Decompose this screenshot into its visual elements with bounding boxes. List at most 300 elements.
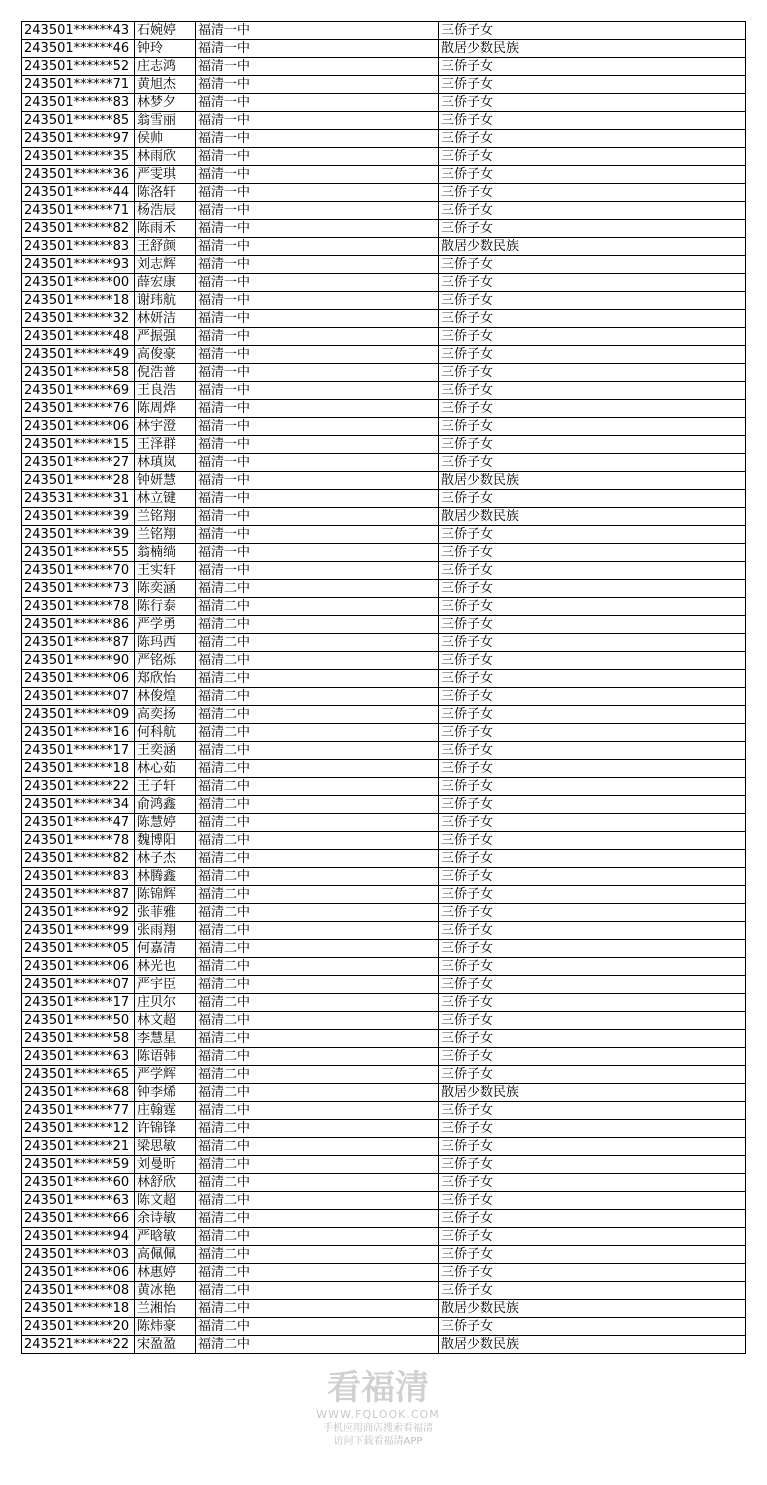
school-cell: 福清二中 bbox=[196, 1318, 439, 1336]
table-row bbox=[22, 310, 746, 328]
school-cell: 福清二中 bbox=[196, 1120, 439, 1138]
category-cell: 散居少数民族 bbox=[439, 1300, 746, 1318]
school-cell: 福清二中 bbox=[196, 580, 439, 598]
category-cell: 三侨子女 bbox=[439, 634, 746, 652]
table-row bbox=[22, 940, 746, 958]
school-cell: 福清二中 bbox=[196, 742, 439, 760]
id-cell: 243501******71 bbox=[22, 202, 135, 220]
id-cell: 243501******08 bbox=[22, 1282, 135, 1300]
id-cell: 243501******59 bbox=[22, 1156, 135, 1174]
category-cell: 三侨子女 bbox=[439, 544, 746, 562]
watermark-brand: 看福清 bbox=[327, 1368, 429, 1408]
school-cell: 福清二中 bbox=[196, 598, 439, 616]
table-row bbox=[22, 598, 746, 616]
school-cell: 福清二中 bbox=[196, 1084, 439, 1102]
table-row bbox=[22, 742, 746, 760]
table-row bbox=[22, 1048, 746, 1066]
id-cell: 243501******52 bbox=[22, 58, 135, 76]
table-row bbox=[22, 634, 746, 652]
school-cell: 福清一中 bbox=[196, 94, 439, 112]
school-cell: 福清二中 bbox=[196, 1228, 439, 1246]
school-cell: 福清一中 bbox=[196, 508, 439, 526]
table-row bbox=[22, 58, 746, 76]
id-cell: 243501******69 bbox=[22, 382, 135, 400]
category-cell: 三侨子女 bbox=[439, 112, 746, 130]
school-cell: 福清一中 bbox=[196, 562, 439, 580]
name-cell: 兰铭翔 bbox=[135, 508, 196, 526]
id-cell: 243501******44 bbox=[22, 184, 135, 202]
school-cell: 福清一中 bbox=[196, 166, 439, 184]
table-row bbox=[22, 616, 746, 634]
school-cell: 福清一中 bbox=[196, 490, 439, 508]
school-cell: 福清一中 bbox=[196, 40, 439, 58]
id-cell: 243501******82 bbox=[22, 850, 135, 868]
id-cell: 243501******32 bbox=[22, 310, 135, 328]
school-cell: 福清二中 bbox=[196, 1066, 439, 1084]
watermark-url: WWW.FQLOOK.COM bbox=[316, 1408, 440, 1421]
name-cell: 陈文超 bbox=[135, 1192, 196, 1210]
school-cell: 福清二中 bbox=[196, 1012, 439, 1030]
category-cell: 三侨子女 bbox=[439, 1282, 746, 1300]
name-cell: 陈洛轩 bbox=[135, 184, 196, 202]
id-cell: 243501******58 bbox=[22, 364, 135, 382]
school-cell: 福清一中 bbox=[196, 274, 439, 292]
table-row bbox=[22, 526, 746, 544]
name-cell: 林子杰 bbox=[135, 850, 196, 868]
name-cell: 陈雨禾 bbox=[135, 220, 196, 238]
id-cell: 243501******68 bbox=[22, 1084, 135, 1102]
school-cell: 福清一中 bbox=[196, 238, 439, 256]
id-cell: 243501******63 bbox=[22, 1192, 135, 1210]
table-row bbox=[22, 1012, 746, 1030]
category-cell: 散居少数民族 bbox=[439, 40, 746, 58]
school-cell: 福清一中 bbox=[196, 58, 439, 76]
name-cell: 王良浩 bbox=[135, 382, 196, 400]
name-cell: 林舒欣 bbox=[135, 1174, 196, 1192]
name-cell: 魏博阳 bbox=[135, 832, 196, 850]
table-row bbox=[22, 436, 746, 454]
category-cell: 三侨子女 bbox=[439, 1174, 746, 1192]
category-cell: 三侨子女 bbox=[439, 148, 746, 166]
id-cell: 243501******99 bbox=[22, 922, 135, 940]
school-cell: 福清二中 bbox=[196, 886, 439, 904]
id-cell: 243501******48 bbox=[22, 328, 135, 346]
category-cell: 三侨子女 bbox=[439, 166, 746, 184]
category-cell: 三侨子女 bbox=[439, 490, 746, 508]
id-cell: 243501******83 bbox=[22, 238, 135, 256]
table-row bbox=[22, 40, 746, 58]
category-cell: 三侨子女 bbox=[439, 562, 746, 580]
category-cell: 三侨子女 bbox=[439, 1228, 746, 1246]
category-cell: 三侨子女 bbox=[439, 1066, 746, 1084]
watermark-line-1: 手机应用商店搜索看福清 bbox=[323, 1423, 433, 1434]
name-cell: 陈语韩 bbox=[135, 1048, 196, 1066]
id-cell: 243501******58 bbox=[22, 1030, 135, 1048]
category-cell: 三侨子女 bbox=[439, 1102, 746, 1120]
name-cell: 林瑱岚 bbox=[135, 454, 196, 472]
category-cell: 三侨子女 bbox=[439, 1120, 746, 1138]
category-cell: 三侨子女 bbox=[439, 814, 746, 832]
table-row bbox=[22, 1282, 746, 1300]
id-cell: 243501******43 bbox=[22, 22, 135, 40]
id-cell: 243501******36 bbox=[22, 166, 135, 184]
category-cell: 三侨子女 bbox=[439, 670, 746, 688]
school-cell: 福清二中 bbox=[196, 994, 439, 1012]
id-cell: 243501******66 bbox=[22, 1210, 135, 1228]
school-cell: 福清一中 bbox=[196, 310, 439, 328]
name-cell: 谢玮航 bbox=[135, 292, 196, 310]
name-cell: 李慧星 bbox=[135, 1030, 196, 1048]
table-row bbox=[22, 1228, 746, 1246]
name-cell: 兰铭翔 bbox=[135, 526, 196, 544]
name-cell: 王奕涵 bbox=[135, 742, 196, 760]
id-cell: 243501******20 bbox=[22, 1318, 135, 1336]
school-cell: 福清一中 bbox=[196, 346, 439, 364]
table-row bbox=[22, 796, 746, 814]
category-cell: 三侨子女 bbox=[439, 688, 746, 706]
name-cell: 陈炜豪 bbox=[135, 1318, 196, 1336]
school-cell: 福清二中 bbox=[196, 1282, 439, 1300]
id-cell: 243501******63 bbox=[22, 1048, 135, 1066]
id-cell: 243501******15 bbox=[22, 436, 135, 454]
name-cell: 黄旭杰 bbox=[135, 76, 196, 94]
name-cell: 翁楠绱 bbox=[135, 544, 196, 562]
name-cell: 庄贝尔 bbox=[135, 994, 196, 1012]
id-cell: 243501******05 bbox=[22, 940, 135, 958]
id-cell: 243501******28 bbox=[22, 472, 135, 490]
id-cell: 243521******22 bbox=[22, 1336, 135, 1354]
table-row bbox=[22, 1084, 746, 1102]
school-cell: 福清二中 bbox=[196, 1048, 439, 1066]
id-cell: 243501******94 bbox=[22, 1228, 135, 1246]
school-cell: 福清一中 bbox=[196, 544, 439, 562]
table-row bbox=[22, 670, 746, 688]
id-cell: 243501******03 bbox=[22, 1246, 135, 1264]
table-row bbox=[22, 1066, 746, 1084]
id-cell: 243501******18 bbox=[22, 292, 135, 310]
school-cell: 福清二中 bbox=[196, 1156, 439, 1174]
table-row bbox=[22, 652, 746, 670]
name-cell: 林俊煌 bbox=[135, 688, 196, 706]
category-cell: 三侨子女 bbox=[439, 76, 746, 94]
name-cell: 杨浩辰 bbox=[135, 202, 196, 220]
id-cell: 243501******46 bbox=[22, 40, 135, 58]
category-cell: 三侨子女 bbox=[439, 778, 746, 796]
id-cell: 243501******12 bbox=[22, 1120, 135, 1138]
name-cell: 林光也 bbox=[135, 958, 196, 976]
table-row bbox=[22, 1120, 746, 1138]
id-cell: 243501******97 bbox=[22, 130, 135, 148]
school-cell: 福清二中 bbox=[196, 1102, 439, 1120]
category-cell: 三侨子女 bbox=[439, 958, 746, 976]
school-cell: 福清二中 bbox=[196, 670, 439, 688]
name-cell: 薛宏康 bbox=[135, 274, 196, 292]
id-cell: 243501******39 bbox=[22, 526, 135, 544]
category-cell: 三侨子女 bbox=[439, 328, 746, 346]
name-cell: 林惠婷 bbox=[135, 1264, 196, 1282]
category-cell: 三侨子女 bbox=[439, 436, 746, 454]
name-cell: 黄冰艳 bbox=[135, 1282, 196, 1300]
table-row bbox=[22, 238, 746, 256]
table-row bbox=[22, 76, 746, 94]
table-row bbox=[22, 994, 746, 1012]
school-cell: 福清一中 bbox=[196, 148, 439, 166]
category-cell: 三侨子女 bbox=[439, 220, 746, 238]
id-cell: 243501******07 bbox=[22, 976, 135, 994]
name-cell: 余诗敏 bbox=[135, 1210, 196, 1228]
table-row bbox=[22, 778, 746, 796]
category-cell: 散居少数民族 bbox=[439, 508, 746, 526]
category-cell: 三侨子女 bbox=[439, 202, 746, 220]
school-cell: 福清二中 bbox=[196, 616, 439, 634]
category-cell: 三侨子女 bbox=[439, 832, 746, 850]
category-cell: 三侨子女 bbox=[439, 1048, 746, 1066]
table-row bbox=[22, 1210, 746, 1228]
table-row bbox=[22, 1246, 746, 1264]
id-cell: 243501******16 bbox=[22, 724, 135, 742]
category-cell: 三侨子女 bbox=[439, 22, 746, 40]
category-cell: 三侨子女 bbox=[439, 364, 746, 382]
id-cell: 243501******71 bbox=[22, 76, 135, 94]
table-row bbox=[22, 508, 746, 526]
id-cell: 243501******09 bbox=[22, 706, 135, 724]
category-cell: 三侨子女 bbox=[439, 1264, 746, 1282]
school-cell: 福清二中 bbox=[196, 958, 439, 976]
name-cell: 高俊豪 bbox=[135, 346, 196, 364]
name-cell: 王实轩 bbox=[135, 562, 196, 580]
name-cell: 王舒颜 bbox=[135, 238, 196, 256]
name-cell: 何科航 bbox=[135, 724, 196, 742]
table-row bbox=[22, 112, 746, 130]
category-cell: 三侨子女 bbox=[439, 1192, 746, 1210]
category-cell: 三侨子女 bbox=[439, 184, 746, 202]
category-cell: 三侨子女 bbox=[439, 976, 746, 994]
school-cell: 福清二中 bbox=[196, 868, 439, 886]
school-cell: 福清二中 bbox=[196, 760, 439, 778]
id-cell: 243501******17 bbox=[22, 742, 135, 760]
category-cell: 三侨子女 bbox=[439, 1156, 746, 1174]
name-cell: 林腾鑫 bbox=[135, 868, 196, 886]
id-cell: 243501******83 bbox=[22, 868, 135, 886]
category-cell: 三侨子女 bbox=[439, 886, 746, 904]
id-cell: 243501******00 bbox=[22, 274, 135, 292]
table-row bbox=[22, 1264, 746, 1282]
school-cell: 福清二中 bbox=[196, 922, 439, 940]
id-cell: 243501******92 bbox=[22, 904, 135, 922]
id-cell: 243501******90 bbox=[22, 652, 135, 670]
school-cell: 福清一中 bbox=[196, 22, 439, 40]
table-row bbox=[22, 400, 746, 418]
table-row bbox=[22, 1030, 746, 1048]
id-cell: 243501******06 bbox=[22, 670, 135, 688]
id-cell: 243501******39 bbox=[22, 508, 135, 526]
id-cell: 243501******18 bbox=[22, 1300, 135, 1318]
name-cell: 张雨翔 bbox=[135, 922, 196, 940]
table-row bbox=[22, 1192, 746, 1210]
category-cell: 三侨子女 bbox=[439, 742, 746, 760]
name-cell: 倪浩普 bbox=[135, 364, 196, 382]
category-cell: 三侨子女 bbox=[439, 1012, 746, 1030]
id-cell: 243501******87 bbox=[22, 634, 135, 652]
table-row bbox=[22, 1174, 746, 1192]
school-cell: 福清二中 bbox=[196, 634, 439, 652]
id-cell: 243501******18 bbox=[22, 760, 135, 778]
category-cell: 散居少数民族 bbox=[439, 472, 746, 490]
category-cell: 三侨子女 bbox=[439, 868, 746, 886]
table-row bbox=[22, 850, 746, 868]
category-cell: 三侨子女 bbox=[439, 904, 746, 922]
name-cell: 陈周烨 bbox=[135, 400, 196, 418]
category-cell: 三侨子女 bbox=[439, 850, 746, 868]
name-cell: 林妍洁 bbox=[135, 310, 196, 328]
id-cell: 243501******87 bbox=[22, 886, 135, 904]
name-cell: 郑欣怡 bbox=[135, 670, 196, 688]
name-cell: 陈行泰 bbox=[135, 598, 196, 616]
table-row bbox=[22, 328, 746, 346]
name-cell: 林心茹 bbox=[135, 760, 196, 778]
school-cell: 福清二中 bbox=[196, 1174, 439, 1192]
name-cell: 宋盈盈 bbox=[135, 1336, 196, 1354]
name-cell: 侯帅 bbox=[135, 130, 196, 148]
name-cell: 严晗敏 bbox=[135, 1228, 196, 1246]
category-cell: 三侨子女 bbox=[439, 130, 746, 148]
table-row bbox=[22, 256, 746, 274]
category-cell: 三侨子女 bbox=[439, 400, 746, 418]
name-cell: 许锦锋 bbox=[135, 1120, 196, 1138]
school-cell: 福清一中 bbox=[196, 526, 439, 544]
school-cell: 福清一中 bbox=[196, 400, 439, 418]
category-cell: 三侨子女 bbox=[439, 58, 746, 76]
id-cell: 243501******65 bbox=[22, 1066, 135, 1084]
table-row bbox=[22, 922, 746, 940]
category-cell: 三侨子女 bbox=[439, 652, 746, 670]
id-cell: 243501******27 bbox=[22, 454, 135, 472]
table-row bbox=[22, 184, 746, 202]
category-cell: 三侨子女 bbox=[439, 94, 746, 112]
id-cell: 243501******06 bbox=[22, 1264, 135, 1282]
name-cell: 翁雪丽 bbox=[135, 112, 196, 130]
table-row bbox=[22, 706, 746, 724]
school-cell: 福清一中 bbox=[196, 436, 439, 454]
name-cell: 钟李烯 bbox=[135, 1084, 196, 1102]
table-row bbox=[22, 382, 746, 400]
category-cell: 三侨子女 bbox=[439, 346, 746, 364]
table-row bbox=[22, 1138, 746, 1156]
category-cell: 三侨子女 bbox=[439, 940, 746, 958]
id-cell: 243501******06 bbox=[22, 418, 135, 436]
name-cell: 庄志鸿 bbox=[135, 58, 196, 76]
id-cell: 243501******50 bbox=[22, 1012, 135, 1030]
school-cell: 福清一中 bbox=[196, 220, 439, 238]
category-cell: 三侨子女 bbox=[439, 724, 746, 742]
table-row bbox=[22, 904, 746, 922]
table-row bbox=[22, 22, 746, 40]
name-cell: 高佩佩 bbox=[135, 1246, 196, 1264]
name-cell: 石婉婷 bbox=[135, 22, 196, 40]
school-cell: 福清二中 bbox=[196, 904, 439, 922]
id-cell: 243501******83 bbox=[22, 94, 135, 112]
id-cell: 243501******85 bbox=[22, 112, 135, 130]
id-cell: 243501******17 bbox=[22, 994, 135, 1012]
table-row bbox=[22, 544, 746, 562]
name-cell: 严宇臣 bbox=[135, 976, 196, 994]
category-cell: 三侨子女 bbox=[439, 580, 746, 598]
category-cell: 三侨子女 bbox=[439, 706, 746, 724]
school-cell: 福清一中 bbox=[196, 292, 439, 310]
school-cell: 福清一中 bbox=[196, 328, 439, 346]
table-row bbox=[22, 1102, 746, 1120]
name-cell: 严学勇 bbox=[135, 616, 196, 634]
table-row bbox=[22, 148, 746, 166]
table-row bbox=[22, 724, 746, 742]
id-cell: 243501******21 bbox=[22, 1138, 135, 1156]
table-row bbox=[22, 454, 746, 472]
category-cell: 三侨子女 bbox=[439, 418, 746, 436]
category-cell: 散居少数民族 bbox=[439, 1084, 746, 1102]
id-cell: 243501******35 bbox=[22, 148, 135, 166]
name-cell: 林雨欣 bbox=[135, 148, 196, 166]
id-cell: 243501******47 bbox=[22, 814, 135, 832]
name-cell: 陈奕涵 bbox=[135, 580, 196, 598]
id-cell: 243501******60 bbox=[22, 1174, 135, 1192]
id-cell: 243501******93 bbox=[22, 256, 135, 274]
table-row bbox=[22, 1336, 746, 1354]
id-cell: 243501******76 bbox=[22, 400, 135, 418]
name-cell: 陈玛西 bbox=[135, 634, 196, 652]
id-cell: 243501******55 bbox=[22, 544, 135, 562]
school-cell: 福清二中 bbox=[196, 940, 439, 958]
category-cell: 三侨子女 bbox=[439, 760, 746, 778]
category-cell: 三侨子女 bbox=[439, 454, 746, 472]
name-cell: 严雯琪 bbox=[135, 166, 196, 184]
school-cell: 福清一中 bbox=[196, 76, 439, 94]
category-cell: 三侨子女 bbox=[439, 1030, 746, 1048]
student-table bbox=[21, 21, 746, 1354]
table-row bbox=[22, 130, 746, 148]
id-cell: 243501******34 bbox=[22, 796, 135, 814]
category-cell: 三侨子女 bbox=[439, 616, 746, 634]
name-cell: 林梦夕 bbox=[135, 94, 196, 112]
table-row bbox=[22, 760, 746, 778]
table-row bbox=[22, 346, 746, 364]
name-cell: 王泽群 bbox=[135, 436, 196, 454]
school-cell: 福清一中 bbox=[196, 454, 439, 472]
name-cell: 俞鸿鑫 bbox=[135, 796, 196, 814]
name-cell: 王子轩 bbox=[135, 778, 196, 796]
id-cell: 243501******77 bbox=[22, 1102, 135, 1120]
name-cell: 兰湘怡 bbox=[135, 1300, 196, 1318]
category-cell: 三侨子女 bbox=[439, 310, 746, 328]
name-cell: 林文超 bbox=[135, 1012, 196, 1030]
table-row bbox=[22, 814, 746, 832]
category-cell: 三侨子女 bbox=[439, 1246, 746, 1264]
school-cell: 福清二中 bbox=[196, 706, 439, 724]
category-cell: 三侨子女 bbox=[439, 994, 746, 1012]
school-cell: 福清二中 bbox=[196, 796, 439, 814]
category-cell: 三侨子女 bbox=[439, 292, 746, 310]
table-row bbox=[22, 958, 746, 976]
category-cell: 三侨子女 bbox=[439, 598, 746, 616]
category-cell: 三侨子女 bbox=[439, 256, 746, 274]
table-row bbox=[22, 868, 746, 886]
school-cell: 福清一中 bbox=[196, 184, 439, 202]
school-cell: 福清二中 bbox=[196, 1264, 439, 1282]
name-cell: 严铭烁 bbox=[135, 652, 196, 670]
category-cell: 三侨子女 bbox=[439, 382, 746, 400]
school-cell: 福清二中 bbox=[196, 1300, 439, 1318]
table-row bbox=[22, 472, 746, 490]
school-cell: 福清二中 bbox=[196, 1138, 439, 1156]
